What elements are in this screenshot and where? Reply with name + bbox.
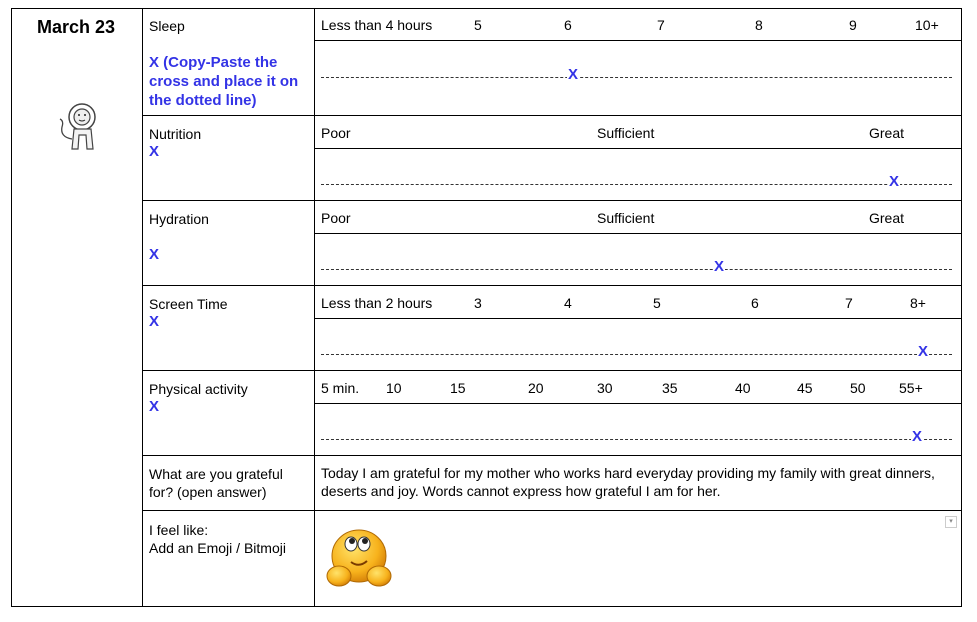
- screen-time-x[interactable]: X: [149, 313, 160, 330]
- sleep-scale-4: 8: [755, 17, 763, 33]
- screen-scale-5: 7: [845, 295, 853, 311]
- journal-date: March 23: [37, 17, 116, 37]
- grateful-label: What are you grateful for? (open answer): [149, 466, 283, 500]
- sleep-label: Sleep: [149, 18, 185, 34]
- column-divider-1: [142, 9, 143, 606]
- sleep-scale-6: 10+: [915, 17, 939, 33]
- dropdown-corner-icon[interactable]: ▾: [945, 516, 957, 528]
- scale-divider: [314, 318, 961, 319]
- hydration-dotted-line[interactable]: [321, 258, 952, 275]
- nutrition-dotted-line[interactable]: [321, 173, 952, 190]
- scale-divider: [314, 148, 961, 149]
- nutrition-scale-2: Great: [869, 125, 905, 141]
- nutrition-x-mark[interactable]: X: [889, 173, 900, 190]
- physical-scale-8: 50: [850, 380, 866, 396]
- journal-table: [11, 8, 962, 607]
- nutrition-scale-1: Sufficient: [597, 125, 655, 141]
- scale-divider: [314, 403, 961, 404]
- physical-scale-3: 20: [528, 380, 544, 396]
- sleep-scale-2: 6: [564, 17, 572, 33]
- screen-scale-2: 4: [564, 295, 572, 311]
- grateful-answer[interactable]: Today I am grateful for my mother who works hard everyday providing my family with great dinners, deserts and joy. Words cannot express how grateful I am for her.: [321, 465, 935, 499]
- feel-label: I feel like: Add an Emoji / Bitmoji: [149, 522, 286, 556]
- screen-scale-6: 8+: [910, 295, 926, 311]
- hydration-label: Hydration: [149, 211, 209, 227]
- physical-scale-6: 40: [735, 380, 751, 396]
- hydration-scale-1: Sufficient: [597, 210, 655, 226]
- screen-time-dotted-line[interactable]: [321, 343, 952, 360]
- sleep-scale-5: 9: [849, 17, 857, 33]
- sleep-scale-1: 5: [474, 17, 482, 33]
- screen-scale-3: 5: [653, 295, 661, 311]
- physical-scale-2: 15: [450, 380, 466, 396]
- row-divider: [142, 455, 961, 456]
- nutrition-scale-0: Poor: [321, 125, 351, 141]
- nutrition-x[interactable]: X: [149, 143, 160, 160]
- sleep-dotted-line[interactable]: [321, 66, 952, 83]
- hydration-x-mark[interactable]: X: [714, 258, 725, 275]
- screen-time-label: Screen Time: [149, 296, 228, 312]
- physical-scale-0: 5 min.: [321, 380, 360, 396]
- scale-divider: [314, 40, 961, 41]
- column-divider-2: [314, 9, 315, 606]
- nutrition-label: Nutrition: [149, 126, 202, 142]
- physical-activity-x-mark[interactable]: X: [912, 428, 923, 445]
- physical-activity-dotted-line[interactable]: [321, 428, 952, 445]
- physical-activity-x[interactable]: X: [149, 398, 160, 415]
- row-divider: [142, 285, 961, 286]
- screen-time-x-mark[interactable]: X: [918, 343, 929, 360]
- row-divider: [142, 115, 961, 116]
- sleep-scale-0: Less than 4 hours: [321, 17, 433, 33]
- lion-icon: [52, 99, 108, 155]
- scale-divider: [314, 233, 961, 234]
- physical-scale-1: 10: [386, 380, 402, 396]
- screen-scale-4: 6: [751, 295, 759, 311]
- physical-activity-label: Physical activity: [149, 381, 248, 397]
- screen-scale-1: 3: [474, 295, 482, 311]
- row-divider: [142, 200, 961, 201]
- sleep-x-mark[interactable]: X: [568, 66, 579, 83]
- hydration-scale-0: Poor: [321, 210, 351, 226]
- row-divider: [142, 510, 961, 511]
- physical-scale-9: 55+: [899, 380, 923, 396]
- hydration-x[interactable]: X: [149, 246, 160, 263]
- thinking-emoji-icon[interactable]: [321, 526, 401, 592]
- screen-scale-0: Less than 2 hours: [321, 295, 433, 311]
- instruction-text: X (Copy-Paste the cross and place it on the dotted line): [149, 54, 299, 109]
- physical-scale-4: 30: [597, 380, 613, 396]
- hydration-scale-2: Great: [869, 210, 905, 226]
- physical-scale-7: 45: [797, 380, 813, 396]
- row-divider: [142, 370, 961, 371]
- sleep-scale-3: 7: [657, 17, 665, 33]
- physical-scale-5: 35: [662, 380, 678, 396]
